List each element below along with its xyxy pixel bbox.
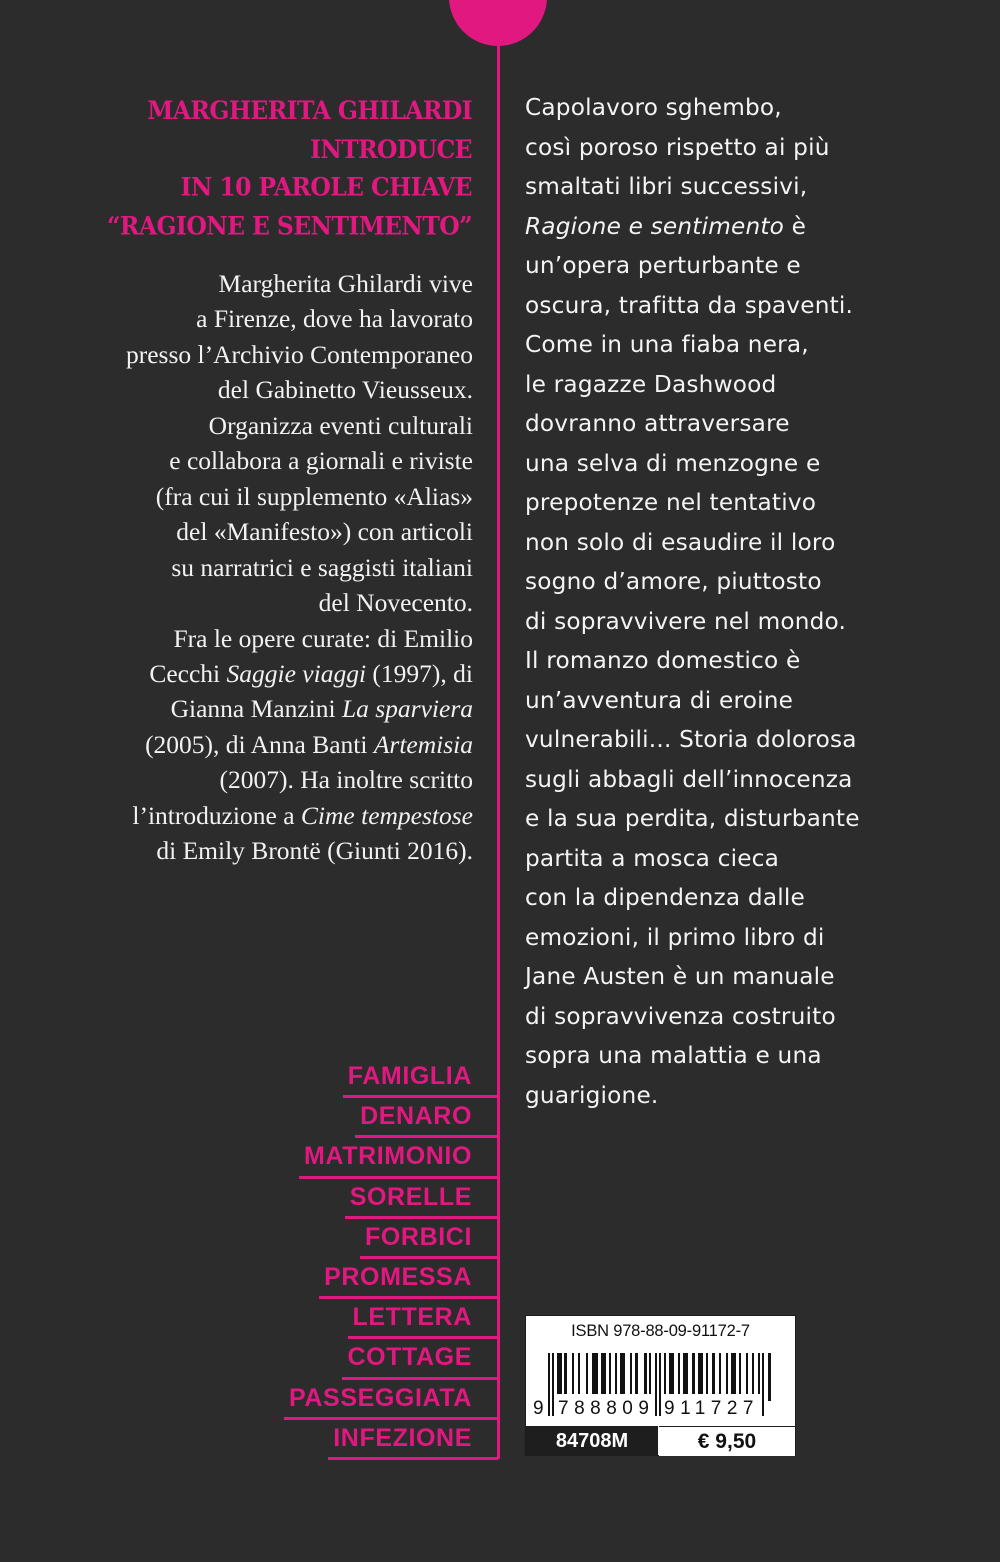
keyword-label: FAMIGLIA <box>347 1062 472 1090</box>
blurb-line: Come in una fiaba nera, <box>525 331 809 358</box>
bio-line <box>13 798 473 833</box>
bio-line: (2007). Ha inoltre scritto <box>219 765 473 795</box>
bio-text: (2005), di Anna Banti <box>145 729 374 759</box>
blurb-line: Il romanzo domestico è <box>525 647 801 674</box>
keyword-item <box>355 1098 498 1138</box>
book-title-italic: Saggie viaggi <box>226 658 367 688</box>
heading-line: “RAGIONE E SENTIMENTO” <box>106 210 472 241</box>
barcode-digits <box>526 1394 795 1424</box>
blurb-line: prepotenze nel tentativo <box>525 489 817 516</box>
blurb-line: smaltati libri successivi, <box>525 173 808 200</box>
keyword-label: PROMESSA <box>324 1263 472 1291</box>
bio-line: del Novecento. <box>318 588 473 618</box>
blurb-line: emozioni, il primo libro di <box>525 923 825 951</box>
bio-line: Fra le opere curate: di Emilio <box>173 623 473 653</box>
blurb-line: vulnerabili... Storia dolorosa <box>525 726 857 753</box>
bio-line: e collabora a giornali e riviste <box>169 446 473 476</box>
blurb-line: partita a mosca cieca <box>525 844 780 872</box>
bio-text: (1997), di <box>366 658 473 688</box>
isbn-barcode-label <box>525 1315 796 1456</box>
heading-line: MARGHERITA GHILARDI <box>147 95 472 126</box>
keyword-list <box>0 1058 500 1460</box>
bio-line <box>13 656 473 691</box>
bio-text: Cecchi <box>149 658 227 688</box>
book-title-italic: Ragione e sentimento <box>525 212 785 240</box>
book-blurb <box>525 88 965 1115</box>
blurb-text: è <box>784 212 807 240</box>
keyword-item <box>360 1219 498 1259</box>
blurb-line: così poroso rispetto ai più <box>525 133 830 161</box>
product-code: 84708M <box>526 1426 658 1456</box>
blurb-line: le ragazze Dashwood <box>525 370 777 398</box>
blurb-line: non solo di esaudire il loro <box>525 528 836 556</box>
book-title-italic: Artemisia <box>373 729 473 759</box>
blurb-line: sogno d’amore, piuttosto <box>525 568 822 595</box>
barcode-digits-left: 788809 <box>557 1394 655 1424</box>
heading-line: INTRODUCE <box>309 133 472 164</box>
author-bio <box>13 266 473 869</box>
blurb-line: Capolavoro sghembo, <box>525 94 782 121</box>
bio-line: presso l’Archivio Contemporaneo <box>125 339 473 369</box>
keyword-label: DENARO <box>360 1102 472 1131</box>
keyword-label: COTTAGE <box>347 1343 472 1372</box>
bio-line: Organizza eventi culturali <box>208 410 473 440</box>
keyword-item <box>343 1058 498 1098</box>
bio-line: a Firenze, dove ha lavorato <box>196 304 473 334</box>
keyword-label: INFEZIONE <box>333 1423 472 1452</box>
blurb-line: Jane Austen è un manuale <box>525 963 835 990</box>
price-label: € 9,50 <box>659 1426 795 1456</box>
blurb-line: con la dipendenza dalle <box>525 884 805 911</box>
keyword-item <box>342 1339 498 1379</box>
bio-line <box>13 691 473 726</box>
keyword-item <box>299 1138 498 1178</box>
keyword-item <box>284 1380 498 1420</box>
blurb-line: di sopravvivenza costruito <box>525 1002 836 1030</box>
blurb-line: di sopravvivere nel mondo. <box>525 607 847 635</box>
barcode-digits-right: 911727 <box>663 1394 760 1424</box>
keyword-label: PASSEGGIATA <box>288 1383 472 1412</box>
keyword-item <box>319 1259 498 1299</box>
blurb-line: oscura, trafitta da spaventi. <box>525 291 854 319</box>
bio-line: su narratrici e saggisti italiani <box>171 552 473 582</box>
book-title-italic: La sparviera <box>341 694 473 724</box>
keyword-item <box>345 1179 498 1219</box>
bio-line: di Emily Brontë (Giunti 2016). <box>156 836 473 866</box>
blurb-line: un’opera perturbante e <box>525 252 801 279</box>
blurb-line: guarigione. <box>525 1081 659 1109</box>
intro-heading <box>52 92 472 245</box>
keyword-label: MATRIMONIO <box>303 1142 472 1171</box>
bio-line: Margherita Ghilardi vive <box>218 269 473 298</box>
keyword-item <box>348 1299 498 1339</box>
heading-line: IN 10 PAROLE CHIAVE <box>180 171 472 203</box>
bio-line: del «Manifesto») con articoli <box>176 517 473 547</box>
blurb-line: un’avventura di eroine <box>525 686 794 714</box>
bio-text: l’introduzione a <box>132 800 301 830</box>
keyword-label: FORBICI <box>365 1222 472 1251</box>
barcode-digit-first: 9 <box>532 1394 545 1424</box>
keyword-label: LETTERA <box>352 1303 472 1332</box>
isbn-text: ISBN 978-88-09-91172-7 <box>571 1322 750 1340</box>
blurb-line <box>525 207 965 247</box>
bio-text: Gianna Manzini <box>170 694 342 724</box>
blurb-line: dovranno attraversare <box>525 410 790 437</box>
bio-line: del Gabinetto Vieusseux. <box>217 375 473 405</box>
book-title-italic: Cime tempestose <box>300 800 473 830</box>
bio-line: (fra cui il supplemento «Alias» <box>155 481 473 511</box>
blurb-line: sopra una malattia e una <box>525 1042 822 1069</box>
blurb-line: sugli abbagli dell’innocenza <box>525 765 853 793</box>
blurb-line: una selva di menzogne e <box>525 449 821 477</box>
keyword-item <box>328 1420 498 1460</box>
keyword-label: SORELLE <box>349 1182 472 1211</box>
blurb-line: e la sua perdita, disturbante <box>525 805 860 832</box>
bio-line <box>13 727 473 762</box>
